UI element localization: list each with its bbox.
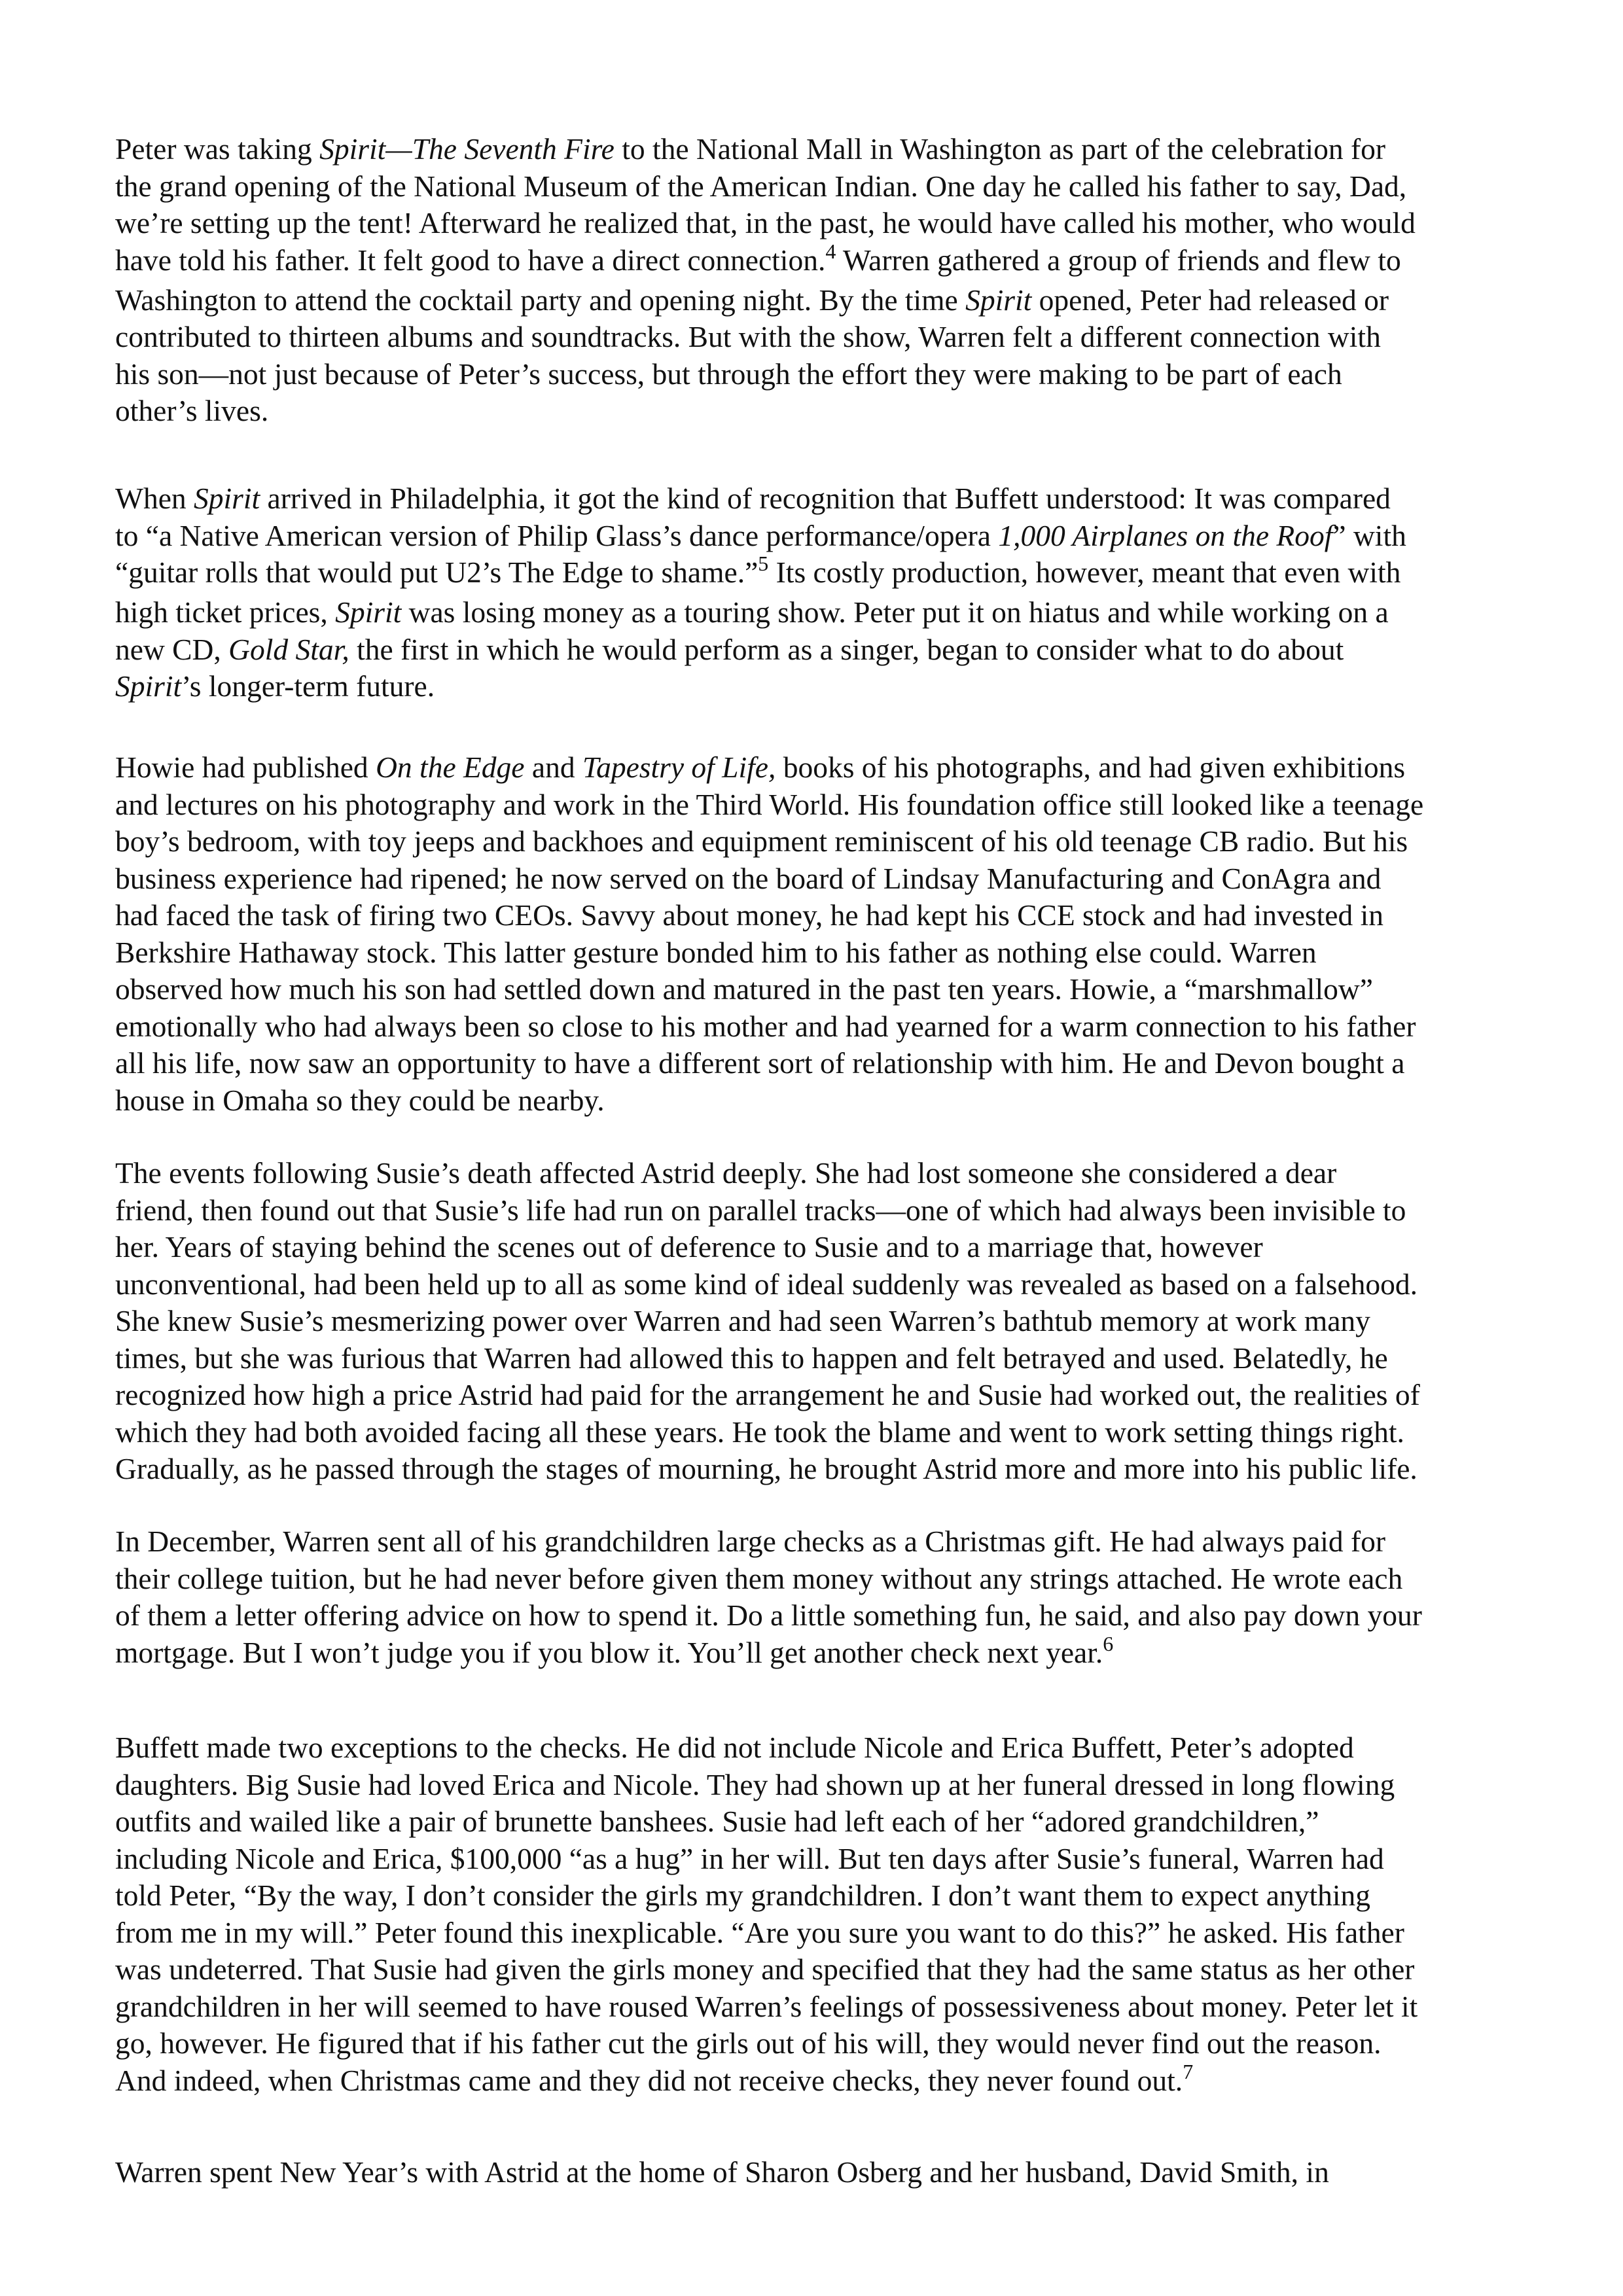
text-line (115, 1561, 1516, 1598)
text-line (115, 1877, 1516, 1915)
text-run: When (115, 482, 194, 515)
text-line (115, 1841, 1516, 1878)
text-line (115, 518, 1516, 555)
italic-text-run: Tapestry of Life, (582, 751, 776, 784)
text-line (115, 319, 1516, 356)
text-run: and (524, 751, 582, 784)
text-line (115, 1229, 1516, 1266)
paragraph-spirit-washington (115, 131, 1516, 430)
text-line (115, 897, 1516, 934)
italic-text-run: Spirit (965, 283, 1032, 317)
text-run: times, but she was furious that Warren had allowed this to happen and felt betrayed and used. Belatedly, he (115, 1341, 1388, 1375)
text-run: the first in which he would perform as a singer, began to consider what to do about (349, 632, 1344, 666)
italic-text-run: Spirit (115, 669, 182, 703)
text-run: Its costly production, however, meant that even with (768, 556, 1401, 589)
text-line (115, 1523, 1516, 1561)
italic-text-run: Spirit (194, 482, 260, 515)
italic-text-run: On the Edge (376, 751, 525, 784)
text-line (115, 205, 1516, 242)
text-line (115, 971, 1516, 1008)
text-run: opened, Peter had released or (1031, 283, 1389, 317)
paragraph-spirit-philadelphia (115, 480, 1516, 705)
text-run: of them a letter offering advice on how to spend it. Do a little something fun, he said, and also pay down your (115, 1598, 1422, 1632)
text-line (115, 1377, 1516, 1414)
text-line (115, 1303, 1516, 1340)
text-line (115, 1951, 1516, 1988)
text-run: In December, Warren sent all of his grandchildren large checks as a Christmas gift. He had always paid for (115, 1525, 1386, 1558)
footnote-reference: 6 (1103, 1631, 1114, 1655)
text-run: high ticket prices, (115, 595, 336, 629)
text-run: ” with (1332, 518, 1406, 552)
text-run: recognized how high a price Astrid had paid for the arrangement he and Susie had worked out, the realities of (115, 1378, 1420, 1411)
paragraph-new-year (115, 2154, 1516, 2191)
text-run: the grand opening of the National Museum of the American Indian. One day he called his father to say, Dad, (115, 169, 1407, 203)
text-run: house in Omaha so they could be nearby. (115, 1083, 605, 1117)
text-line (115, 1045, 1516, 1082)
footnote-reference: 5 (758, 552, 769, 575)
text-run: Washington to attend the cocktail party and opening night. By the time (115, 283, 966, 317)
text-run: we’re setting up the tent! Afterward he realized that, in the past, he would have called his mother, who would (115, 206, 1416, 239)
text-run: books of his photographs, and had given exhibitions (776, 751, 1406, 784)
text-run: and lectures on his photography and work in the Third World. His foundation office still looked like a teenage (115, 787, 1424, 821)
text-line (115, 2025, 1516, 2062)
text-run: which they had both avoided facing all these years. He took the blame and went to work setting things right. (115, 1415, 1404, 1449)
text-line (115, 749, 1516, 786)
text-run: go, however. He figured that if his father cut the girls out of his will, they would never find out the reason. (115, 2026, 1382, 2060)
text-line (115, 2154, 1516, 2191)
text-run: had faced the task of firing two CEOs. Savvy about money, he had kept his CCE stock and had invested in (115, 898, 1383, 932)
footnote-reference: 7 (1183, 2059, 1194, 2083)
text-run: She knew Susie’s mesmerizing power over Warren and had seen Warren’s bathtub memory at work many (115, 1304, 1370, 1337)
text-run: their college tuition, but he had never before given them money without any strings attached. He wrote each (115, 1561, 1403, 1595)
text-run: her. Years of staying behind the scenes out of deference to Susie and to a marriage that, however (115, 1230, 1263, 1263)
paragraph-exceptions (115, 1729, 1516, 2102)
text-line (115, 356, 1516, 393)
text-line (115, 1192, 1516, 1229)
text-run: have told his father. It felt good to have a direct connection. (115, 243, 826, 277)
text-run: was undeterred. That Susie had given the girls money and specified that they had the same status as her other (115, 1952, 1415, 1986)
text-run: And indeed, when Christmas came and they did not receive checks, they never found out. (115, 2063, 1183, 2097)
text-line (115, 554, 1516, 594)
italic-text-run: Spirit (335, 595, 402, 629)
text-run: Gradually, as he passed through the stages of mourning, he brought Astrid more and more into his public life. (115, 1452, 1418, 1485)
text-run: Berkshire Hathaway stock. This latter gesture bonded him to his father as nothing else could. Warren (115, 935, 1317, 969)
text-line (115, 1155, 1516, 1192)
footnote-reference: 4 (825, 239, 836, 263)
paragraph-astrid (115, 1155, 1516, 1488)
text-run: to the National Mall in Washington as part of the celebration for (614, 132, 1386, 166)
text-line (115, 2059, 1516, 2102)
text-run: from me in my will.” Peter found this inexplicable. “Are you sure you want to do this?” he asked. His father (115, 1915, 1404, 1949)
text-run: outfits and wailed like a pair of brunette banshees. Susie had left each of her “adored grandchildren,” (115, 1805, 1319, 1838)
text-run: told Peter, “By the way, I don’t consider the girls my grandchildren. I don’t want them to expect anything (115, 1879, 1370, 1912)
text-line (115, 668, 1516, 705)
paragraph-howie (115, 749, 1516, 1119)
text-run: his son—not just because of Peter’s success, but through the effort they were making to be part of each (115, 357, 1342, 391)
text-run: business experience had ripened; he now served on the board of Lindsay Manufacturing and ConAgra and (115, 861, 1382, 895)
text-run: ’s longer-term future. (181, 669, 435, 703)
text-run: observed how much his son had settled down and matured in the past ten years. Howie, a “marshmallow” (115, 972, 1373, 1006)
text-line (115, 1266, 1516, 1303)
text-run: Buffett made two exceptions to the checks. He did not include Nicole and Erica Buffett, Peter’s adopted (115, 1731, 1354, 1764)
text-run: new CD, (115, 632, 229, 666)
text-line (115, 1082, 1516, 1120)
text-run: including Nicole and Erica, $100,000 “as a hug” in her will. But ten days after Susie’s funeral, Warren had (115, 1841, 1384, 1875)
text-line (115, 1729, 1516, 1767)
text-run: boy’s bedroom, with toy jeeps and backhoes and equipment reminiscent of his old teenage CB radio. But his (115, 824, 1408, 858)
text-run: Warren gathered a group of friends and flew to (836, 243, 1401, 277)
text-run: Warren spent New Year’s with Astrid at the home of Sharon Osberg and her husband, David Smith, in (115, 2155, 1329, 2189)
text-line (115, 786, 1516, 824)
text-run: arrived in Philadelphia, it got the kind of recognition that Buffett understood: It was compared (260, 482, 1391, 515)
text-run: friend, then found out that Susie’s life had run on parallel tracks—one of which had always been invisible to (115, 1193, 1406, 1227)
text-line (115, 1414, 1516, 1451)
text-line (115, 282, 1516, 319)
paragraph-christmas-checks (115, 1523, 1516, 1674)
text-line (115, 1988, 1516, 2026)
italic-text-run: Spirit—The Seventh Fire (319, 132, 615, 166)
text-line (115, 860, 1516, 898)
text-line (115, 239, 1516, 282)
italic-text-run: Gold Star, (228, 632, 349, 666)
text-line (115, 1767, 1516, 1804)
text-line (115, 631, 1516, 669)
text-line (115, 168, 1516, 205)
italic-text-run: 1,000 Airplanes on the Roof (998, 518, 1333, 552)
text-line (115, 1340, 1516, 1377)
text-line (115, 1008, 1516, 1046)
text-line (115, 480, 1516, 518)
text-line (115, 934, 1516, 972)
text-line (115, 1597, 1516, 1634)
text-run: contributed to thirteen albums and soundtracks. But with the show, Warren felt a different connection with (115, 320, 1381, 353)
text-run: Howie had published (115, 751, 376, 784)
text-line (115, 1803, 1516, 1841)
text-run: to “a Native American version of Philip Glass’s dance performance/opera (115, 518, 999, 552)
text-line (115, 131, 1516, 168)
text-run: mortgage. But I won’t judge you if you blow it. You’ll get another check next year. (115, 1635, 1103, 1669)
text-run: was losing money as a touring show. Peter put it on hiatus and while working on a (401, 595, 1389, 629)
text-run: grandchildren in her will seemed to have roused Warren’s feelings of possessiveness about money. Peter let it (115, 1989, 1418, 2023)
text-run: The events following Susie’s death affected Astrid deeply. She had lost someone she considered a dear (115, 1156, 1337, 1190)
text-line (115, 823, 1516, 860)
text-run: “guitar rolls that would put U2’s The Edge to shame.” (115, 556, 758, 589)
text-run: emotionally who had always been so close to his mother and had yearned for a warm connection to his father (115, 1009, 1416, 1043)
text-run: all his life, now saw an opportunity to have a different sort of relationship with him. He and Devon bought a (115, 1046, 1405, 1080)
text-run: daughters. Big Susie had loved Erica and Nicole. They had shown up at her funeral dressed in long flowing (115, 1767, 1395, 1801)
text-line (115, 594, 1516, 631)
text-run: Peter was taking (115, 132, 320, 166)
text-run: other’s lives. (115, 394, 269, 427)
text-line (115, 1915, 1516, 1952)
text-run: unconventional, had been held up to all as some kind of ideal suddenly was revealed as based on a falsehood. (115, 1267, 1418, 1301)
text-line (115, 393, 1516, 430)
text-line (115, 1631, 1516, 1674)
text-line (115, 1451, 1516, 1488)
